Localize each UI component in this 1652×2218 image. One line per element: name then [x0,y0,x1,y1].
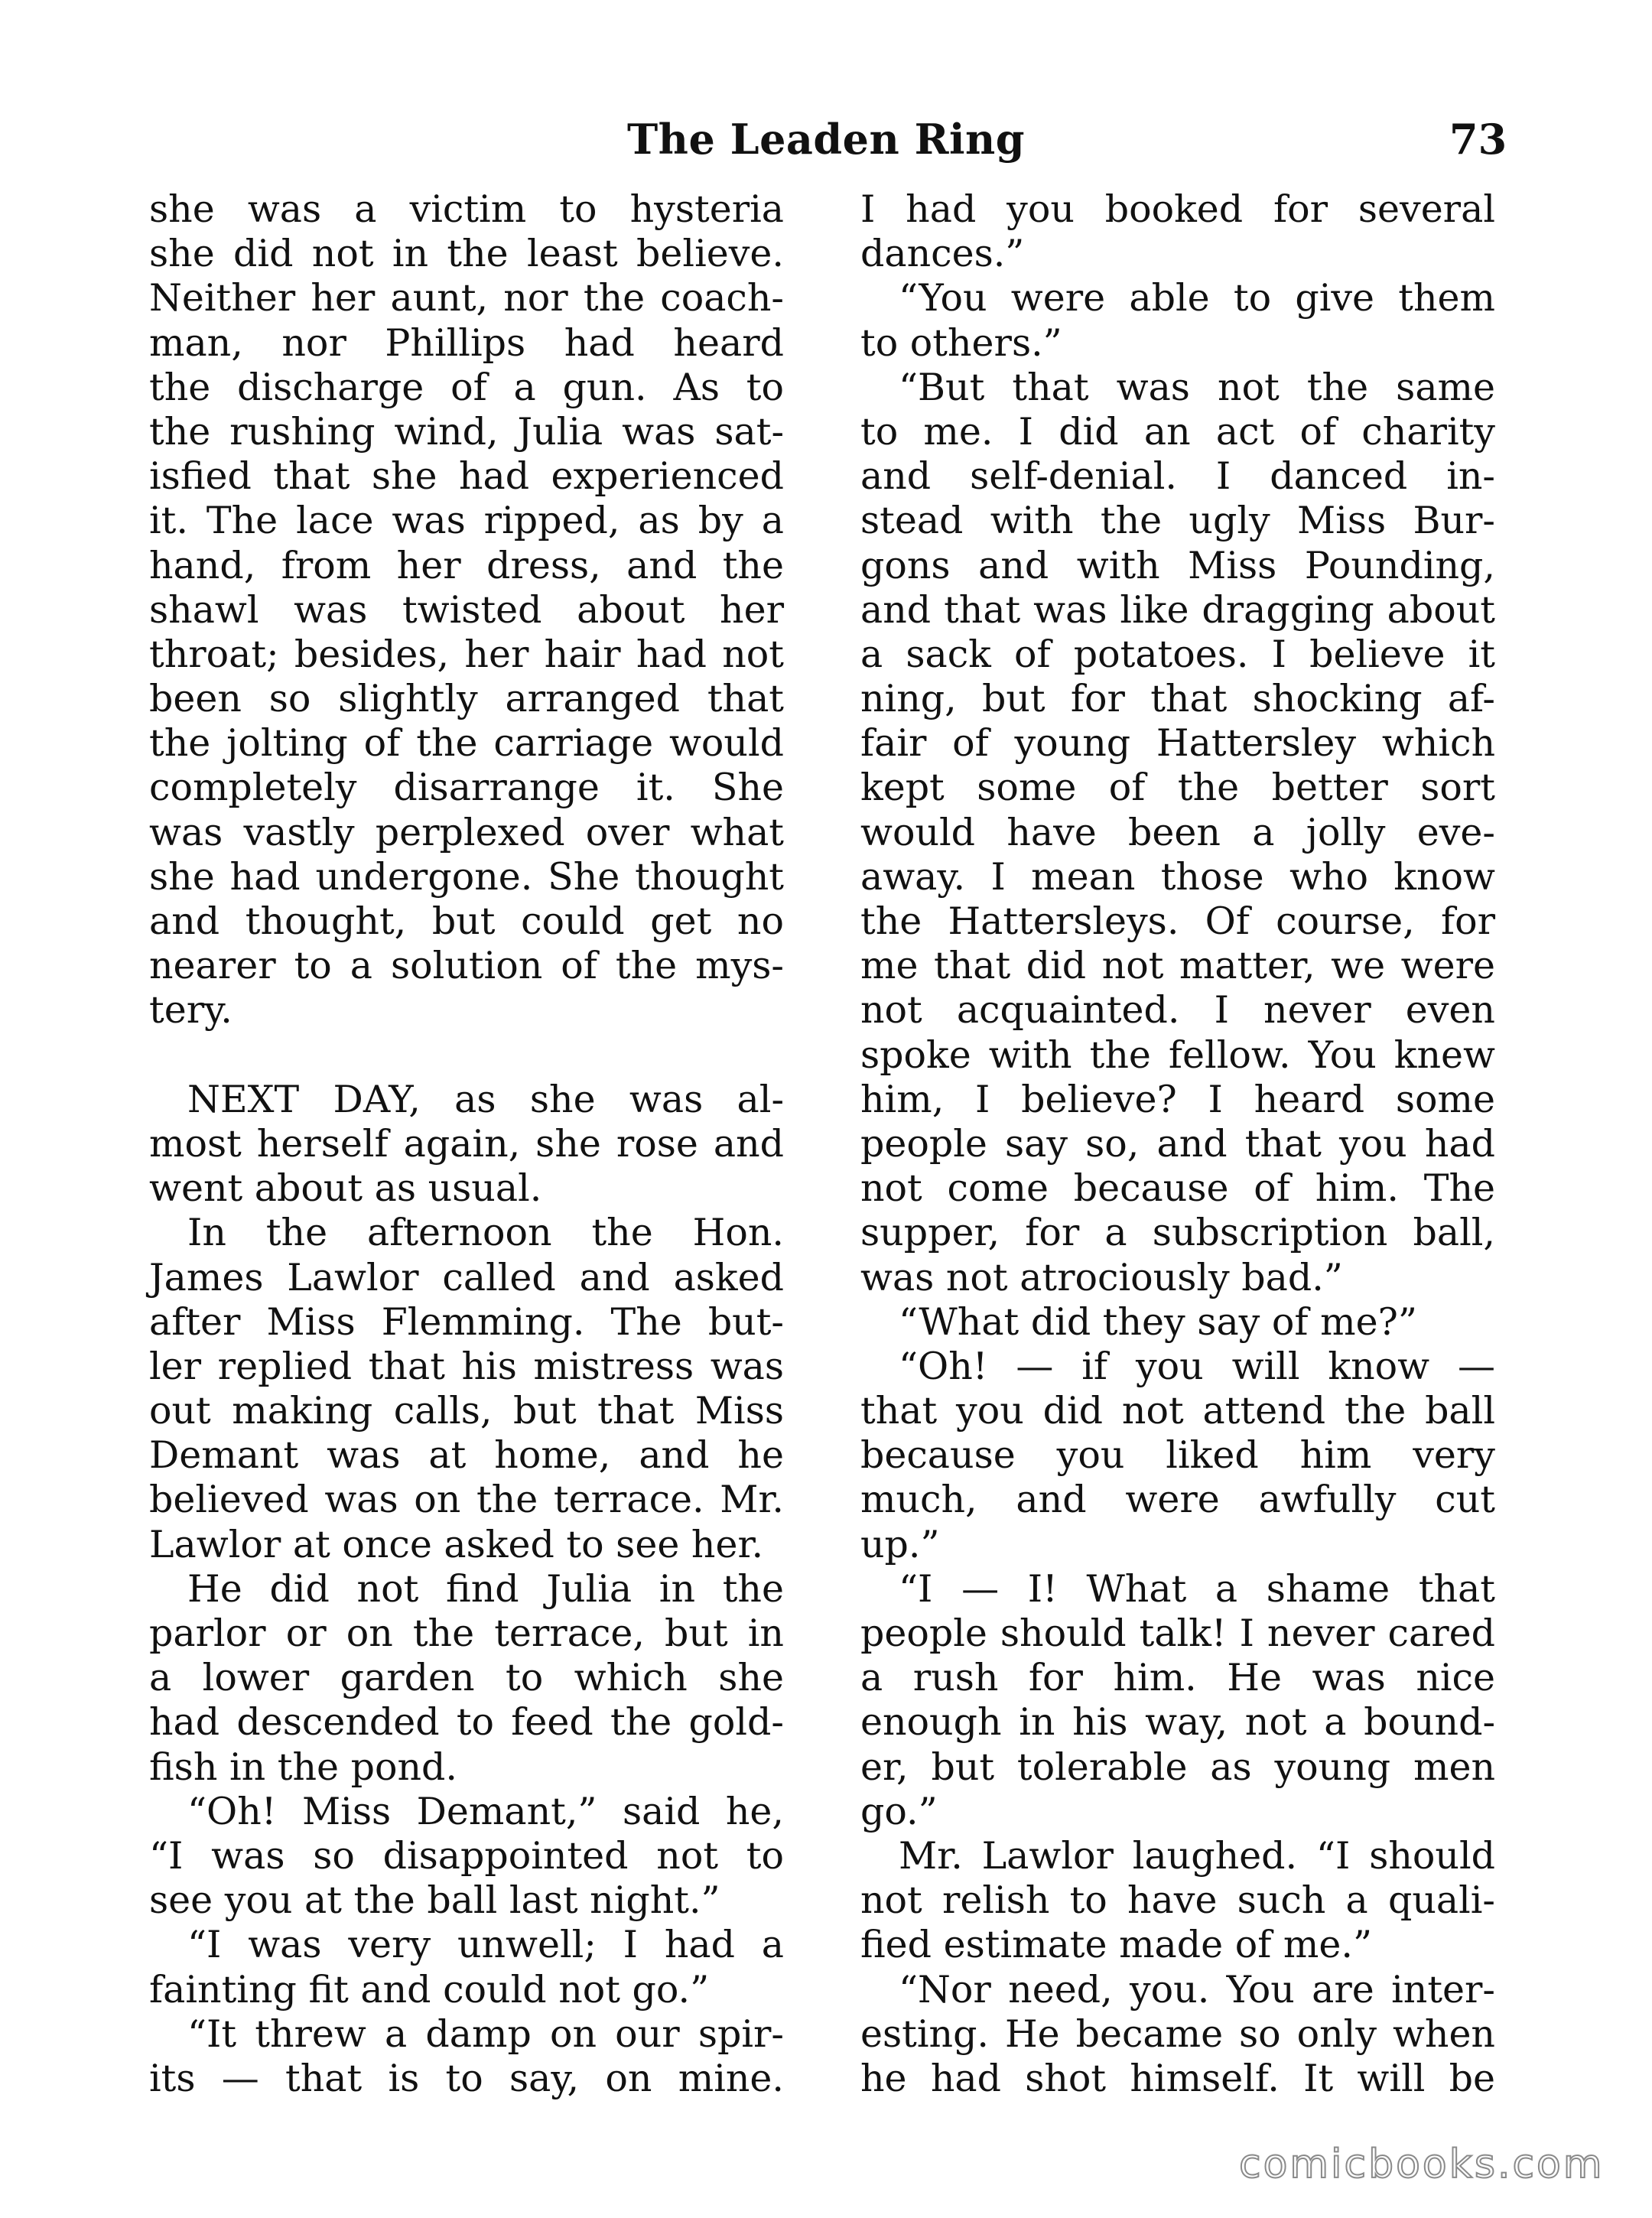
right-text-column [860,187,1495,2101]
text-line: not relish to have such a quali- [860,1878,1495,1923]
paragraph-break [149,1033,784,1078]
text-line: James Lawlor called and asked [149,1255,784,1299]
text-line: In the afternoon the Hon. [187,1211,784,1255]
text-line: Neither her aunt, nor the coach- [149,276,784,320]
text-line: “Oh! — if you will know — [899,1344,1495,1388]
text-line: tery. [149,988,233,1033]
text-line: went about as usual. [149,1166,542,1211]
text-line: isfied that she had experienced [149,454,784,499]
text-line: hand, from her dress, and the [149,543,784,587]
text-line: esting. He became so only when [860,2011,1495,2056]
text-line: was not atrociously bad.” [860,1255,1343,1299]
text-line: fair of young Hattersley which [860,721,1495,766]
text-line: the Hattersleys. Of course, for [860,899,1495,943]
text-line: “What did they say of me?” [899,1299,1417,1344]
text-line: most herself again, she rose and [149,1121,784,1166]
text-line: she did not in the least believe. [149,232,784,276]
text-line: and thought, but could get no [149,899,784,943]
text-line: stead with the ugly Miss Bur- [860,499,1495,543]
text-line: ning, but for that shocking af- [860,677,1495,721]
text-line: the discharge of a gun. As to [149,365,784,409]
text-line: “I was so disappointed not to [149,1833,784,1878]
text-line: go.” [860,1789,938,1833]
text-line: gons and with Miss Pounding, [860,543,1495,587]
watermark: comicbooks.com [1239,2142,1605,2187]
text-line: a rush for him. He was nice [860,1656,1495,1700]
text-line: she had undergone. She thought [149,854,784,899]
text-line: er, but tolerable as young men [860,1745,1495,1789]
text-line: and self-denial. I danced in- [860,454,1495,499]
text-line: man, nor Phillips had heard [149,320,784,365]
text-line: people say so, and that you had [860,1121,1495,1166]
text-line: he had shot himself. It will be [860,2056,1495,2100]
text-line: I had you booked for several [860,187,1495,231]
text-line: “Nor need, you. You are inter- [899,1967,1495,2011]
text-line: she was a victim to hysteria [149,187,784,231]
text-line: its — that is to say, on mine. [149,2056,784,2100]
text-line: him, I believe? I heard some [860,1077,1495,1121]
left-text-column [149,187,784,2101]
text-line: was vastly perplexed over what [149,810,784,854]
text-line: “But that was not the same [899,365,1495,409]
text-line: not come because of him. The [860,1166,1495,1211]
text-line: it. The lace was ripped, as by a [149,499,784,543]
text-line: spoke with the fellow. You knew [860,1033,1495,1077]
running-head [0,115,1652,168]
text-line: much, and were awfully cut [860,1478,1495,1522]
text-line: Mr. Lawlor laughed. “I should [899,1833,1495,1878]
text-line: Lawlor at once asked to see her. [149,1522,764,1566]
text-line: because you liked him very [860,1433,1495,1478]
text-line: would have been a jolly eve- [860,810,1495,854]
text-line: parlor or on the terrace, but in [149,1611,784,1655]
text-line: ler replied that his mistress was [149,1344,784,1388]
text-line: out making calls, but that Miss [149,1389,784,1433]
text-line: see you at the ball last night.” [149,1878,720,1923]
text-line: a sack of potatoes. I believe it [860,632,1495,676]
text-line: people should talk! I never cared [860,1611,1495,1655]
text-line: me that did not matter, we were [860,944,1495,988]
text-line: been so slightly arranged that [149,677,784,721]
text-line: NEXT DAY, as she was al- [187,1077,784,1121]
text-line: fied estimate made of me.” [860,1923,1372,1967]
text-line: Demant was at home, and he [149,1433,784,1478]
text-line: fainting fit and could not go.” [149,1967,710,2011]
text-line: a lower garden to which she [149,1656,784,1700]
text-line: the jolting of the carriage would [149,721,784,766]
text-line: to me. I did an act of charity [860,409,1495,454]
text-line: up.” [860,1522,940,1566]
text-line: shawl was twisted about her [149,587,784,632]
text-line: after Miss Flemming. The but- [149,1299,784,1344]
text-line: “I was very unwell; I had a [187,1923,784,1967]
text-line: kept some of the better sort [860,766,1495,810]
text-line: throat; besides, her hair had not [149,632,784,676]
text-line: “You were able to give them [899,276,1495,320]
text-line: away. I mean those who know [860,854,1495,899]
text-line: not acquainted. I never even [860,988,1495,1033]
text-line: “I — I! What a shame that [899,1566,1495,1611]
text-line: fish in the pond. [149,1745,457,1789]
text-line: “It threw a damp on our spir- [187,2011,784,2056]
text-line: dances.” [860,232,1025,276]
text-line: had descended to feed the gold- [149,1700,784,1745]
text-line: believed was on the terrace. Mr. [149,1478,784,1522]
text-line: the rushing wind, Julia was sat- [149,409,784,454]
text-line: to others.” [860,320,1062,365]
running-title: The Leaden Ring [627,115,1025,164]
text-line: completely disarrange it. She [149,766,784,810]
text-line: “Oh! Miss Demant,” said he, [187,1789,784,1833]
page-number: 73 [1449,115,1507,164]
text-line: He did not find Julia in the [187,1566,784,1611]
text-line: supper, for a subscription ball, [860,1211,1495,1255]
text-line: nearer to a solution of the mys- [149,944,784,988]
text-line: enough in his way, not a bound- [860,1700,1495,1745]
text-line: and that was like dragging about [860,587,1495,632]
text-line: that you did not attend the ball [860,1389,1495,1433]
